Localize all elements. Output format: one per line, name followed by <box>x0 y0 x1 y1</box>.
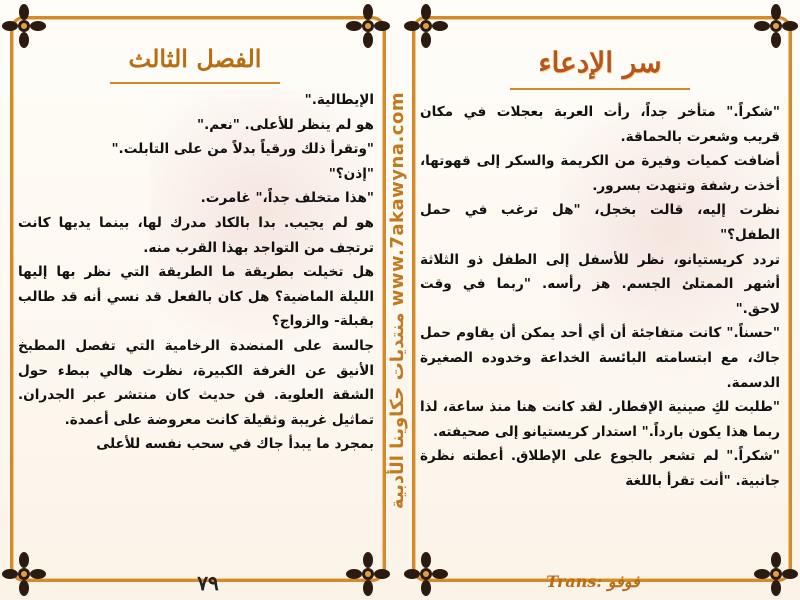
paragraph: جالسة على المنضدة الرخامية التي تفصل المطبخ الأنيق عن الغرفة الكبيرة، نظرت هالي ببطء حول الشقة العلوية. فن حديث كان منتشر عبر الجدران. تماثيل غريبة وثقيلة كانت معروضة على أعمدة. <box>18 337 374 428</box>
paragraph: "طلبت لكِ صينية الإفطار. لقد كانت هنا منذ ساعة، لذا ربما هذا يكون بارداً." استدار كريستيانو إلى صحيفته. <box>420 399 780 440</box>
paragraph: "شكراً." لم تشعر بالجوع على الإطلاق. أعطته نظرة جانبية. "أنت تقرأ باللغة <box>420 448 780 489</box>
flower-ornament-icon <box>2 4 46 48</box>
left-text-column <box>18 88 374 558</box>
paragraph: نظرت إليه، قالت بخجل، "هل ترغب في حمل الطفل؟" <box>420 202 780 243</box>
flower-ornament-icon <box>754 4 798 48</box>
paragraph: "حسناً." كانت متفاجئة أن أي أحد يمكن أن يقاوم حمل جاك، مع ابتسامته البائسة الخداعة وخدوده الصغيرة الدسمة. <box>420 325 780 391</box>
flower-ornament-icon <box>2 552 46 596</box>
forum-side-label <box>384 40 412 560</box>
paragraph: أضافت كميات وفيرة من الكريمة والسكر إلى قهوتها، أخذت رشفة وتنهدت بسرور. <box>420 153 780 194</box>
page-number: ٧٩ <box>197 571 219 595</box>
paragraph: "إذن؟" <box>328 165 374 182</box>
book-title: سر الإدعاء <box>538 45 662 79</box>
paragraph: هو لم ينظر للأعلى. "نعم." <box>197 116 374 133</box>
paragraph: هل تخيلت بطريقة ما الطريقة التي نظر بها إليها الليلة الماضية؟ هل كان بالفعل قد نسي أنه قد طالب بقبلة- والزواج؟ <box>18 264 374 330</box>
paragraph: الإيطالية." <box>304 92 374 108</box>
translator-credit: Trans: فوفو <box>546 572 640 591</box>
paragraph: بمجرد ما يبدأ جاك في سحب نفسه للأعلى <box>96 436 374 453</box>
forum-side-label-text: منتديات حكاوينا الأدبية www.7akawyna.com <box>387 91 409 509</box>
right-text-column <box>420 100 780 560</box>
title-divider <box>110 82 280 84</box>
paragraph: هو لم يجيب. بدا بالكاد مدرك لها، بينما يديها كانت ترتجف من التواجد بهذا القرب منه. <box>18 214 374 256</box>
paragraph: "هذا متخلف جداً،" غامرت. <box>200 190 374 207</box>
paragraph: "وتقرأ ذلك ورقياً بدلاً من على التابلت." <box>111 141 374 158</box>
paragraph: "شكراً." متأخر جداً، رأت العربة بعجلات في مكان قريب وشعرت بالحماقة. <box>420 104 780 145</box>
title-divider <box>510 88 690 90</box>
paragraph: تردد كريستيانو، نظر للأسفل إلى الطفل ذو الثلاثة أشهر الممتلئ الجسم. هز رأسه. "ربما في وقت لاحق." <box>420 251 780 317</box>
chapter-title: الفصل الثالث <box>128 43 262 73</box>
